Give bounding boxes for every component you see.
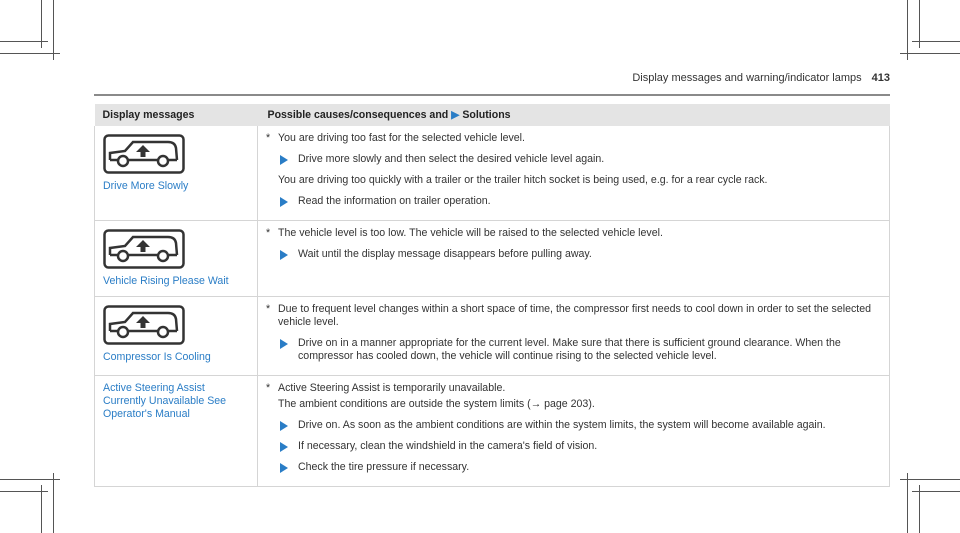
display-message: Vehicle Rising Please Wait bbox=[103, 275, 229, 287]
step-arrow-icon bbox=[280, 442, 288, 452]
vehicle-level-raise-icon bbox=[103, 305, 185, 345]
display-message: Drive More Slowly bbox=[103, 180, 189, 192]
cause-item: You are driving too quickly with a trailer or the trailer hitch socket is being used, e.g. for a rear cycle rack. bbox=[278, 174, 768, 186]
step-arrow-icon bbox=[280, 155, 288, 165]
crop-mark bbox=[53, 0, 54, 60]
vehicle-level-raise-icon bbox=[103, 229, 185, 269]
table-row bbox=[95, 297, 890, 376]
message-cell bbox=[95, 297, 258, 376]
crop-mark bbox=[912, 491, 960, 492]
cause-item: * Due to frequent level changes within a short space of time, the compressor first needs to cool down in order to set the selected vehicle level. bbox=[266, 303, 871, 328]
solution-step: If necessary, clean the windshield in the camera's field of vision. bbox=[280, 440, 881, 453]
step-arrow-icon bbox=[280, 250, 288, 260]
solution-step: Drive more slowly and then select the desired vehicle level again. bbox=[280, 153, 881, 166]
solution-step: Check the tire pressure if necessary. bbox=[280, 461, 881, 474]
crop-mark bbox=[919, 485, 920, 533]
message-cell bbox=[95, 376, 258, 487]
table-row bbox=[95, 376, 890, 487]
step-arrow-icon bbox=[280, 339, 288, 349]
col-header-messages: Display messages bbox=[95, 104, 258, 126]
cause-note: The ambient conditions are outside the system limits (→ page 203). bbox=[278, 398, 595, 410]
causes-cell bbox=[258, 297, 890, 376]
display-message: Active Steering Assist Currently Unavailable See Operator's Manual bbox=[103, 382, 227, 420]
col-header-causes: Possible causes/consequences and ▶ Solutions bbox=[258, 104, 890, 126]
table-row bbox=[95, 221, 890, 297]
solution-step: Drive on in a manner appropriate for the current level. Make sure that there is sufficient ground clearance. When the compressor has cooled down, the vehicle will continue rising to the selected vehicle level. bbox=[280, 337, 881, 363]
table-header-row bbox=[95, 104, 890, 126]
solution-step: Drive on. As soon as the ambient conditions are within the system limits, the system will become available again. bbox=[280, 419, 881, 432]
crop-mark bbox=[0, 491, 48, 492]
crop-mark bbox=[0, 53, 60, 54]
page-header-title: Display messages and warning/indicator lamps bbox=[632, 72, 862, 84]
page-number: 413 bbox=[871, 72, 890, 84]
step-arrow-icon bbox=[280, 463, 288, 473]
display-messages-table bbox=[94, 104, 890, 487]
step-arrow-icon bbox=[280, 197, 288, 207]
crop-mark bbox=[0, 41, 48, 42]
solution-step: Read the information on trailer operation. bbox=[280, 195, 881, 208]
causes-cell bbox=[258, 376, 890, 487]
cause-item: * You are driving too fast for the selected vehicle level. bbox=[266, 132, 525, 144]
solution-step: Wait until the display message disappears before pulling away. bbox=[280, 248, 881, 261]
page-header bbox=[632, 72, 890, 84]
crop-mark bbox=[907, 0, 908, 60]
crop-mark bbox=[0, 479, 60, 480]
cause-item: * The vehicle level is too low. The vehicle will be raised to the selected vehicle level. bbox=[266, 227, 663, 239]
display-message: Compressor Is Cooling bbox=[103, 351, 211, 363]
message-cell bbox=[95, 221, 258, 297]
vehicle-level-raise-icon bbox=[103, 134, 185, 174]
causes-cell bbox=[258, 221, 890, 297]
crop-mark bbox=[41, 485, 42, 533]
crop-mark bbox=[907, 473, 908, 533]
crop-mark bbox=[900, 479, 960, 480]
cause-item: * Active Steering Assist is temporarily unavailable. bbox=[266, 382, 506, 394]
table-row bbox=[95, 126, 890, 221]
header-rule bbox=[94, 94, 890, 96]
crop-mark bbox=[53, 473, 54, 533]
crop-mark bbox=[912, 41, 960, 42]
causes-cell bbox=[258, 126, 890, 221]
message-cell bbox=[95, 126, 258, 221]
crop-mark bbox=[900, 53, 960, 54]
step-arrow-icon bbox=[280, 421, 288, 431]
triangle-arrow-icon: ▶ bbox=[451, 109, 460, 121]
